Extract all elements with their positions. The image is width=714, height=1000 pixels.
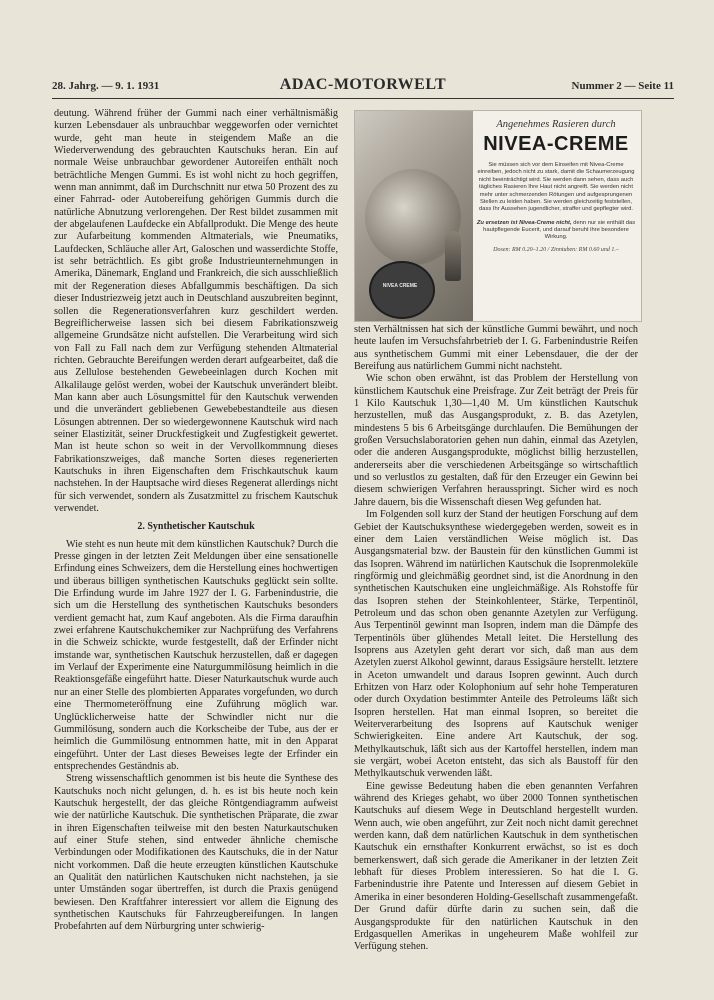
- ad-copy: [475, 119, 637, 253]
- paragraph: deutung. Während früher der Gummi nach einer verhältnismäßig kurzen Lebensdauer als unbrauchbar weggeworfen oder vernichtet wurde, geht man heute in steigendem Maße an die Wiederverwendung des gebrauchten Kautschuks heran. Ein auf normale Weise unbrauchbar gewordener Autoreifen enthält noch beträchtliche Mengen Gummi. Es ist wohl nicht zu hoch gegriffen, wenn man annimmt, daß im Durchschnitt nur etwa 50 Prozent des zu einer Fahrrad- oder Autobereifung gehörigen Gummis durch die natürliche Abnutzung verlorengehen. Der Rest bildet zusammen mit der abgelaufenen Laufdecke ein Abfallprodukt. Die Menge des heute zur Aufarbeitung kommenden Altmaterials, wie Pneumatiks, Laufdecken, Schläuche aller Art, Galoschen und wasserdichte Stoffe, ist sehr beträchtlich. Es gibt große Industrieunternehmungen in Amerika, Dänemark, England und Frankreich, die sich ausschließlich mit der Regeneration dieses Abfallgummis beschäftigen. Da sich dieser Industriezweig jetzt auch in Deutschland auszubreiten beginnt, sollen die Regenerationsverfahren kurz geschildert werden. Begreiflicherweise lassen sich bei diesem Fabrikationszweig allgemeine Grundsätze nicht aufstellen. Die Verarbeitung wird sich von Fall zu Fall nach dem zur Verfügung stehenden Altmaterial richten. Gebrauchte Bereifungen werden derart aufgearbeitet, daß die aus Zellulose bestehenden Gewebeeinlagen durch Kochen mit Alkalilauge gelöst werden, wobei der Kautschuk unverändert bleibt. Man kann aber auch Lösungsmittel für den Kautschuk verwenden und die unverändert gebliebenen Gewebebestandteile aus diesen Lösungen abtrennen. Der so wiedergewonnene Kautschuk wird nach seiner Elastizität, seiner Druckfestigkeit und Zugfestigkeit gewertet. Man ist heute schon so weit in der Vervollkommnung dieses Fabrikationszweiges, daß manche Sorten dieses regenerierten Kautschuks in ihren Eigenschaften dem Frischkautschuk kaum nachstehen. In der Hauptsache wird dieses Regenerat allerdings nicht für sich verwendet, sondern als Zusatzmittel zu frischem Kautschuk verwendet.: [54, 108, 338, 514]
- shaving-brush-image: [445, 231, 461, 281]
- paragraph: Wie schon oben erwähnt, ist das Problem der Herstellung von künstlichem Kautschuk eine Preisfrage. Zur Zeit beträgt der Preis für 1 Kilo Kautschuk 1,30—1,40 M. Um künstlichen Kautschuk herzustellen, muß das Ausgangsprodukt, z. B. das Azetylen, mindestens 5 bis 6 Arbeitsgänge durchlaufen. Die Bemühungen der großen Versuchslaboratorien gehen nun dahin, einmal das Azetylen, oder die anderen Ausgangsprodukte, möglichst billig herzustellen, andererseits aber die verschiedenen Arbeitsgänge so wirtschaftlich und so verlustlos zu gestalten, daß für den Erzeuger ein Gewinn bei diesem schwierigen Verfahren herausspringt. Sicher wird es noch Jahre dauern, bis die Wissenschaft diesen Weg gefunden hat.: [354, 373, 638, 508]
- ad-brand: NIVEA-CREME: [483, 133, 629, 155]
- tin-label: NIVEA CREME: [382, 283, 418, 289]
- ad-tagline: Angenehmes Rasieren durch: [496, 119, 616, 130]
- paragraph: Eine gewisse Bedeutung haben die eben genannten Verfahren während des Krieges gehabt, wo über 2000 Tonnen synthetischen Kautschuks auf diesem Wege in Deutschland hergestellt wurden. Wenn auch, wie oben angeführt, zur Zeit noch nicht damit gerechnet werden kann, daß dem natürlichen Kautschuk in dem synthetischen Kautschuk ein ernsthafter Konkurrent erwächst, so ist es doch bemerkenswert, daß sich gerade die Amerikaner in der letzten Zeit lebhaft für dieses Problem interessieren. So hat die I. G. Farbenindustrie ihre Patente und Interessen auf diesem Gebiet in Amerika in einer besonderen Holding-Gesellschaft zusammengefaßt. Der Grund dafür dürfte darin zu suchen sein, daß die Ausgangsprodukte für den natürlichen Kautschuk in den Erdgasquellen Amerikas in ungeheurem Maße wohlfeil zur Verfügung stehen.: [354, 780, 638, 953]
- section-heading: 2. Synthetischer Kautschuk: [137, 521, 255, 533]
- ad-photograph: [355, 111, 473, 321]
- ad-note-emphasis: Zu ersetzen ist Nivea-Creme nicht,: [476, 219, 572, 226]
- paragraph: Im Folgenden soll kurz der Stand der heutigen Forschung auf dem Gebiet der Kautschuksynthese wiedergegeben werden, soweit es in einer dem Laien verständlichen Weise möglich ist. Das Ausgangsmaterial bzw. der Baustein für den künstlichen Gummi ist das Isopren. Während im natürlichen Kautschuk die Isoprenmoleküle ringförmig und gleichmäßig geordnet sind, ist die Anordnung in den synthetischen Kautschuken eine ungleichmäßige. Als Rohstoffe für das Isopren stehen der Steinkohlenteer, Stärke, Terpentinöl, Petroleum und das schon oben genannte Azetylen zur Verfügung. Aus Terpentinöl gewinnt man Isopren, indem man die Dämpfe des Terpentinöls über glühendes Metall leitet. Die Herstellung des Isoprens aus Azetylen geht derart vor sich, daß man aus dem Azetylen zuerst Alkohol gewinnt, daraus Essigsäure herstellt. letztere in Aceton umwandelt und daraus Isopren gewinnt. Auch durch Erhitzen von Harz oder Kolophonium auf sehr hohe Temperaturen oder durch Oxydation bestimmter Anteile des Petroleums läßt sich Isopren herstellen. Hat man einmal Isopren, so bereitet die Weiterverarbeitung des Isoprens auf Kautschuk weniger Schwierigkeiten. Eine andere Art Kautschuk, der sog. Methylkautschuk, läßt sich aus der Kartoffel herstellen, indem man sie vergärt, wobei Aceton entsteht, das sich als Baustoff für den Methylkautschuk verwenden läßt.: [354, 509, 638, 780]
- ad-body: Sie müssen sich vor dem Einseifen mit Nivea-Creme einreiben, jedoch nicht zu stark, damit die Schaumerzeugung nicht beeinträchtigt wird. Sie werden dann sehen, dass auch tägliches Rasieren Ihre Haut nicht angreift. Sie werden nicht mehr unter schmerzenden Rötungen und aufgesprungenen Stellen zu leiden haben. Sie werden gleichzeitig feststellen, dass Ihr Aussehen jugendlicher, straffer und gepflegter wird.: [477, 162, 635, 213]
- ad-price: Dosen: RM 0.20–1.20 / Zinntuben: RM 0.60 und 1.–: [493, 247, 619, 254]
- header-rule: [52, 98, 674, 99]
- paragraph: Streng wissenschaftlich genommen ist bis heute die Synthese des Kautschuks noch nicht gelungen, d. h. es ist bis heute noch kein Kautschuk hergestellt, der das gleiche Röntgendiagramm aufweist wie der natürliche Kautschuk. Die synthetischen Präparate, die zwar in ihren Eigenschaften teilweise mit den besten Naturkautschuken auf einer Stufe stehen, sind entweder ähnliche chemische Verbindungen oder Modifikationen des Kautschuks, die in der Natur nicht vorkommen. Daß die heute erzeugten künstlichen Kautschuke an Qualität den natürlichen Kautschuken nicht nachstehen, ja sie unter Umständen sogar übertreffen, ist durch die Praxis genügend bewiesen. Den Kraftfahrer interessiert vor allem die Eignung des synthetischen Kautschuks für Fahrzeugbereifungen. In langen Probefahrten auf dem Nürburgring unter schwierig-: [54, 773, 338, 933]
- left-column: [54, 108, 338, 934]
- page-header: [52, 76, 674, 96]
- right-column: [354, 324, 638, 954]
- paragraph: sten Verhältnissen hat sich der künstliche Gummi bewährt, und noch heute laufen im Versuchsfahrbetrieb der I. G. Farbenindustrie Reifen aus synthetischem Gummi mit einer Lebensdauer, die der der Bereifung aus natürlichem Gummi nicht nachsteht.: [354, 324, 638, 373]
- issue-date: 28. Jahrg. — 9. 1. 1931: [52, 80, 160, 92]
- ad-note-text: denn nur sie enthält das hautpflegende Eucerit, und darauf beruht ihre besondere Wirkung.: [483, 219, 636, 241]
- paragraph: Wie steht es nun heute mit dem künstlichen Kautschuk? Durch die Presse gingen in der letzten Zeit Meldungen über eine sensationelle Erfindung eines Schweizers, dem die Herstellung eines hochwertigen und überaus billigen synthetischen Kautschuks geglückt sein sollte. Die Erfindung wurde im Jahre 1927 der I. G. Farbenindustrie, die sich um die Herstellung des synthetischen Kautschuks besonders verdient gemacht hat, zum Kauf angeboten. Als die Firma daraufhin zwei erfahrene Kautschukchemiker zur Nachprüfung des Verfahrens in die Schweiz schickte, wurde festgestellt, daß der Erfinder nicht imstande war, synthetischen Kautschuk herzustellen, daß er dagegen im Verlauf der Experimente eine Naturgummilösung heimlich in die Reaktionsgefäße eingeführt hatte. Dieser Naturkautschuk wurde auch nur an einer Stelle des plombierten Apparates vorgefunden, wo durch eine Thermometeröffnung eine Zuführung möglich war. Unglücklicherweise hatte der Schwindler nicht nur die Gummilösung, sondern auch die Korkscheibe der Tube, aus der er heimlich die Gummilösung entnommen hatte, mit in den Apparat eingeführt. Unter der Last dieses Beweises legte der Erfinder ein entsprechendes Geständnis ab.: [54, 538, 338, 772]
- nivea-advertisement: [354, 110, 642, 322]
- ad-note: [475, 220, 637, 242]
- nivea-tin-image: [369, 261, 435, 319]
- publication-title: ADAC-MOTORWELT: [279, 76, 447, 93]
- page-number: Nummer 2 — Seite 11: [571, 80, 674, 92]
